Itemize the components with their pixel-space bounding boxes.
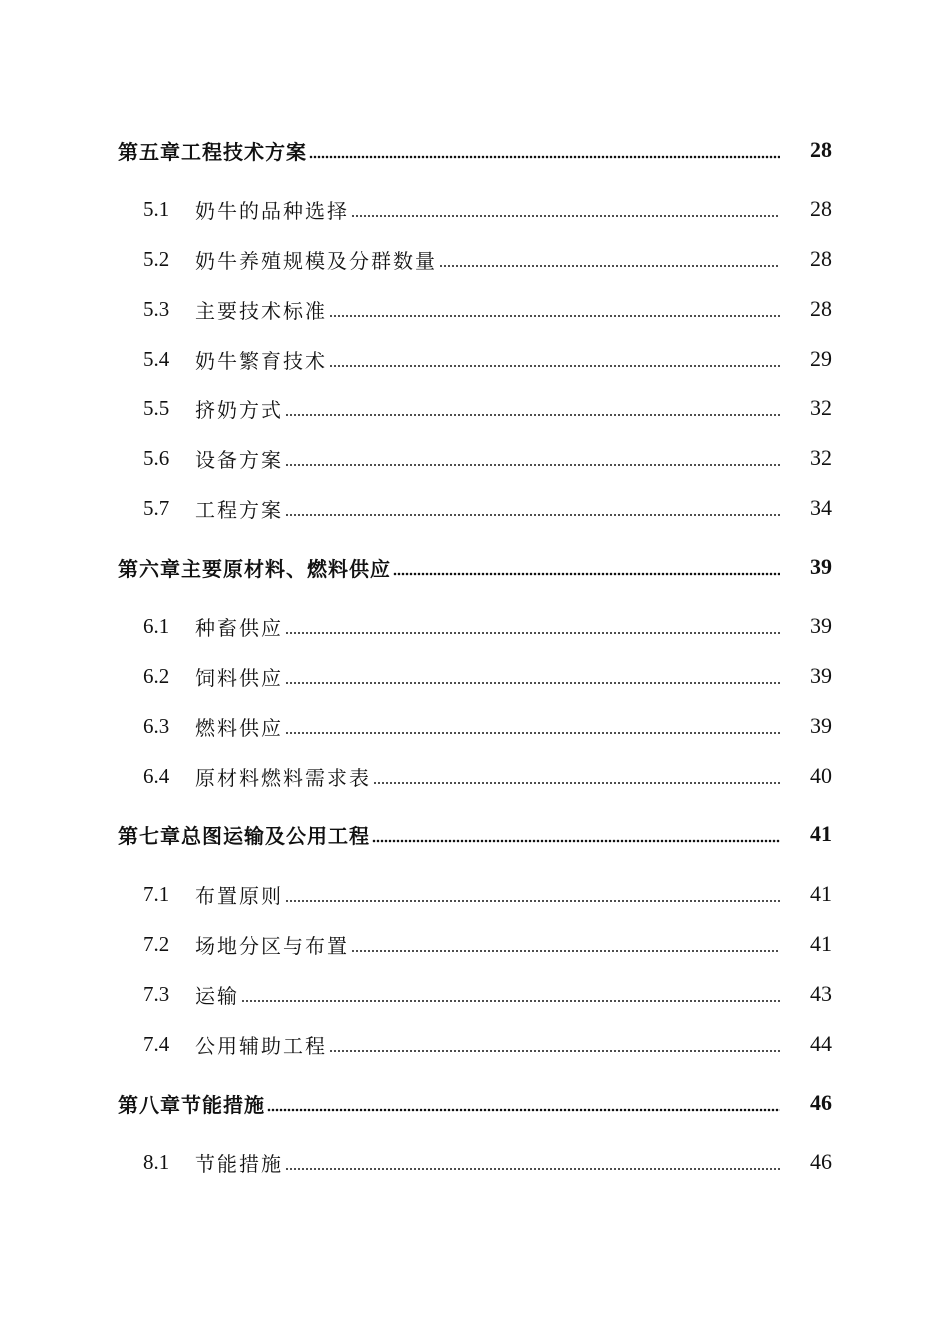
toc-title: 第五章工程技术方案 — [118, 139, 307, 164]
toc-section-number: 7.3 — [143, 981, 170, 1006]
dot-leader — [373, 766, 780, 786]
toc-chapter-6[interactable] — [118, 549, 832, 585]
toc-section-number: 5.2 — [143, 246, 170, 271]
toc-title: 种畜供应 — [195, 615, 283, 640]
dot-leader — [285, 884, 780, 904]
dot-leader — [267, 1093, 780, 1113]
toc-title: 公用辅助工程 — [195, 1033, 327, 1058]
toc-section-number: 5.4 — [143, 346, 170, 371]
dot-leader — [285, 716, 780, 736]
toc-section-7-4[interactable] — [143, 1026, 832, 1062]
toc-section-number: 6.3 — [143, 713, 170, 738]
dot-leader — [285, 1152, 780, 1172]
dot-leader — [285, 448, 780, 468]
dot-leader — [439, 249, 780, 269]
toc-section-number: 5.7 — [143, 495, 170, 520]
toc-section-5-4[interactable] — [143, 341, 832, 377]
toc-page-number: 39 — [810, 713, 832, 738]
toc-page-number: 39 — [810, 613, 832, 638]
toc-section-5-7[interactable] — [143, 490, 832, 526]
toc-chapter-7[interactable] — [118, 816, 832, 852]
toc-section-6-4[interactable] — [143, 758, 832, 794]
toc-title: 运输 — [195, 983, 239, 1008]
dot-leader — [351, 199, 780, 219]
toc-section-number: 5.6 — [143, 445, 170, 470]
toc-title: 布置原则 — [195, 883, 283, 908]
toc-section-number: 7.2 — [143, 931, 170, 956]
toc-title: 第八章节能措施 — [118, 1092, 265, 1117]
toc-title: 第六章主要原材料、燃料供应 — [118, 556, 391, 581]
toc-section-number: 7.1 — [143, 881, 170, 906]
toc-section-number: 5.5 — [143, 395, 170, 420]
toc-title: 饲料供应 — [195, 665, 283, 690]
toc-title: 奶牛养殖规模及分群数量 — [195, 248, 437, 273]
toc-page-number: 44 — [810, 1031, 832, 1056]
toc-chapter-8[interactable] — [118, 1085, 832, 1121]
dot-leader — [285, 398, 780, 418]
toc-title: 场地分区与布置 — [195, 933, 349, 958]
toc-section-8-1[interactable] — [143, 1144, 832, 1180]
toc-page-number: 32 — [810, 445, 832, 470]
toc-page-number: 28 — [810, 246, 832, 271]
toc-title: 燃料供应 — [195, 715, 283, 740]
toc-page-number: 34 — [810, 495, 832, 520]
toc-section-5-2[interactable] — [143, 241, 832, 277]
toc-title: 原材料燃料需求表 — [195, 765, 371, 790]
dot-leader — [329, 299, 780, 319]
toc-section-6-2[interactable] — [143, 658, 832, 694]
toc-section-7-2[interactable] — [143, 926, 832, 962]
toc-page-number: 41 — [810, 821, 832, 846]
dot-leader — [329, 1034, 780, 1054]
toc-title: 设备方案 — [195, 447, 283, 472]
toc-page-number: 43 — [810, 981, 832, 1006]
dot-leader — [285, 616, 780, 636]
toc-section-number: 8.1 — [143, 1149, 170, 1174]
toc-section-number: 6.2 — [143, 663, 170, 688]
toc-section-5-1[interactable] — [143, 191, 832, 227]
toc-title: 第七章总图运输及公用工程 — [118, 823, 370, 848]
dot-leader — [393, 557, 780, 577]
toc-section-5-6[interactable] — [143, 440, 832, 476]
toc-section-number: 5.3 — [143, 296, 170, 321]
toc-page-number: 28 — [810, 196, 832, 221]
toc-page-number: 39 — [810, 554, 832, 579]
toc-section-number: 6.4 — [143, 763, 170, 788]
toc-section-6-3[interactable] — [143, 708, 832, 744]
toc-title: 节能措施 — [195, 1151, 283, 1176]
toc-title: 工程方案 — [195, 497, 283, 522]
toc-page-number: 46 — [810, 1149, 832, 1174]
toc-title: 挤奶方式 — [195, 397, 283, 422]
toc-page-number: 46 — [810, 1090, 832, 1115]
dot-leader — [351, 934, 780, 954]
toc-section-5-3[interactable] — [143, 291, 832, 327]
toc-page-number: 28 — [810, 137, 832, 162]
dot-leader — [285, 666, 780, 686]
toc-title: 奶牛繁育技术 — [195, 348, 327, 373]
toc-section-number: 6.1 — [143, 613, 170, 638]
dot-leader — [285, 498, 780, 518]
toc-section-7-1[interactable] — [143, 876, 832, 912]
toc-page-number: 41 — [810, 881, 832, 906]
dot-leader — [241, 984, 780, 1004]
toc-title: 主要技术标准 — [195, 298, 327, 323]
toc-page-number: 32 — [810, 395, 832, 420]
toc-title: 奶牛的品种选择 — [195, 198, 349, 223]
toc-section-number: 7.4 — [143, 1031, 170, 1056]
toc-chapter-5[interactable] — [118, 132, 832, 168]
toc-page-number: 29 — [810, 346, 832, 371]
dot-leader — [372, 824, 780, 844]
toc-page-number: 39 — [810, 663, 832, 688]
dot-leader — [329, 349, 780, 369]
toc-page-number: 28 — [810, 296, 832, 321]
toc-section-7-3[interactable] — [143, 976, 832, 1012]
dot-leader — [309, 140, 780, 160]
toc-section-number: 5.1 — [143, 196, 170, 221]
toc-section-5-5[interactable] — [143, 390, 832, 426]
toc-page-number: 40 — [810, 763, 832, 788]
toc-page-number: 41 — [810, 931, 832, 956]
toc-section-6-1[interactable] — [143, 608, 832, 644]
